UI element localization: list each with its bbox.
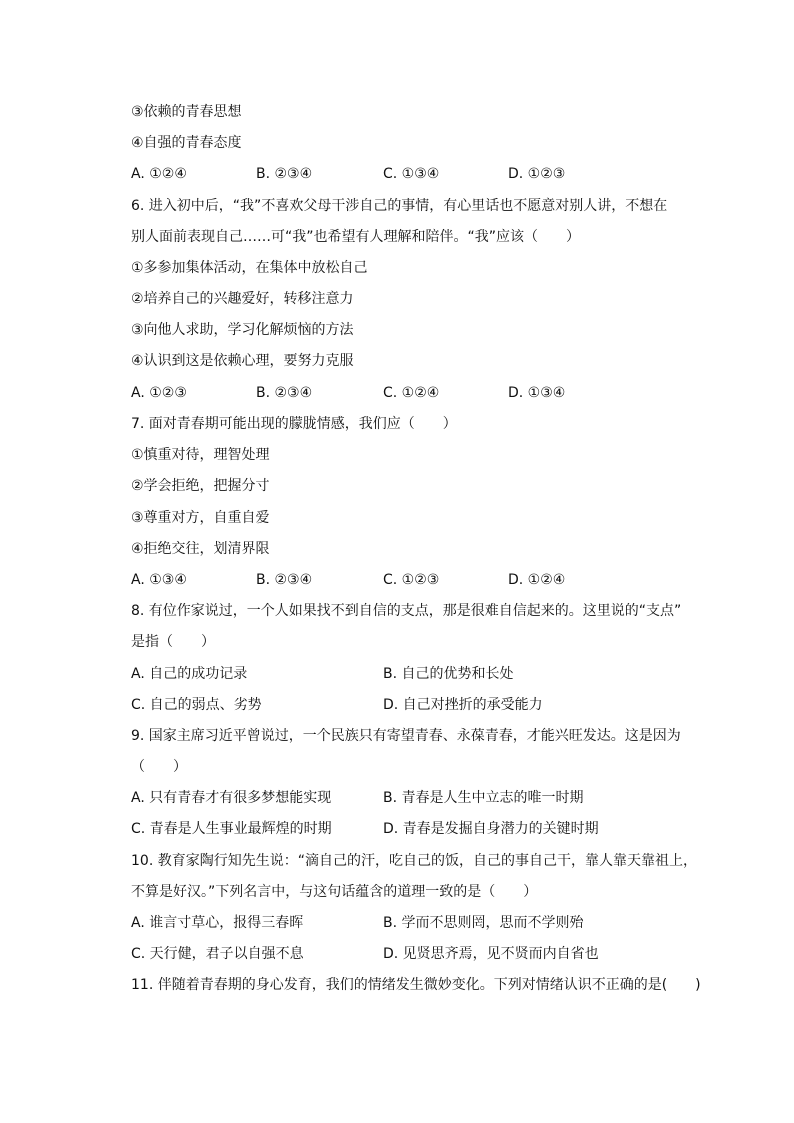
q7-option-d: D. ①②④ xyxy=(508,572,566,588)
q8-option-a: A. 自己的成功记录 xyxy=(131,666,248,682)
q6-item-2: ②培养自己的兴趣爱好，转移注意力 xyxy=(131,291,354,307)
q10-stem-line-2: 不算是好汉。”下列名言中，与这句话蕴含的道理一致的是（ ） xyxy=(131,884,538,900)
q8-stem-line-2: 是指（ ） xyxy=(131,634,215,650)
q11-stem-line-1: 11. 伴随着青春期的身心发育，我们的情绪发生微妙变化。下列对情绪认识不正确的是( ) xyxy=(131,977,701,993)
q6-item-3: ③向他人求助，学习化解烦恼的方法 xyxy=(131,322,354,338)
q5-option-c: C. ①③④ xyxy=(383,166,440,182)
q6-stem-line-2: 别人面前表现自己……可“我”也希望有人理解和陪伴。“我”应该（ ） xyxy=(131,229,581,245)
q9-stem-line-1: 9. 国家主席习近平曾说过，一个民族只有寄望青春、永葆青春，才能兴旺发达。这是因为 xyxy=(131,728,681,744)
q5-item-4: ④自强的青春态度 xyxy=(131,135,242,151)
q7-option-a: A. ①③④ xyxy=(131,572,187,588)
q9-option-c: C. 青春是人生事业最辉煌的时期 xyxy=(131,821,332,837)
q9-option-b: B. 青春是人生中立志的唯一时期 xyxy=(383,790,584,806)
q9-stem-line-2: （ ） xyxy=(131,759,187,775)
q8-option-d: D. 自己对挫折的承受能力 xyxy=(383,697,543,713)
q6-item-4: ④认识到这是依赖心理，要努力克服 xyxy=(131,353,354,369)
q6-option-b: B. ②③④ xyxy=(256,385,313,401)
q8-stem-line-1: 8. 有位作家说过，一个人如果找不到自信的支点，那是很难自信起来的。这里说的“支点” xyxy=(131,603,682,619)
q6-option-c: C. ①②④ xyxy=(383,385,440,401)
q7-item-3: ③尊重对方，自重自爱 xyxy=(131,510,270,526)
q5-option-b: B. ②③④ xyxy=(256,166,313,182)
q8-option-c: C. 自己的弱点、劣势 xyxy=(131,697,262,713)
q7-item-4: ④拒绝交往，划清界限 xyxy=(131,541,270,557)
q6-item-1: ①多参加集体活动，在集体中放松自己 xyxy=(131,260,368,276)
q6-stem-line-1: 6. 进入初中后，“我”不喜欢父母干涉自己的事情，有心里话也不愿意对别人讲，不想在 xyxy=(131,198,668,214)
q7-option-c: C. ①②③ xyxy=(383,572,440,588)
q10-option-b: B. 学而不思则罔，思而不学则殆 xyxy=(383,915,584,931)
q6-option-d: D. ①③④ xyxy=(508,385,566,401)
q5-option-a: A. ①②④ xyxy=(131,166,187,182)
q9-option-d: D. 青春是发掘自身潜力的关键时期 xyxy=(383,821,599,837)
q7-option-b: B. ②③④ xyxy=(256,572,313,588)
q7-item-2: ②学会拒绝，把握分寸 xyxy=(131,478,270,494)
q7-item-1: ①慎重对待，理智处理 xyxy=(131,447,270,463)
q10-option-d: D. 见贤思齐焉，见不贤而内自省也 xyxy=(383,946,599,962)
q6-option-a: A. ①②③ xyxy=(131,385,187,401)
q10-option-a: A. 谁言寸草心，报得三春晖 xyxy=(131,915,304,931)
q10-stem-line-1: 10. 教育家陶行知先生说：“滴自己的汗，吃自己的饭，自己的事自己干，靠人靠天靠祖上， xyxy=(131,853,697,869)
q9-option-a: A. 只有青春才有很多梦想能实现 xyxy=(131,790,332,806)
q5-option-d: D. ①②③ xyxy=(508,166,566,182)
q7-stem-line-1: 7. 面对青春期可能出现的朦胧情感，我们应（ ） xyxy=(131,416,457,432)
q8-option-b: B. 自己的优势和长处 xyxy=(383,666,514,682)
q10-option-c: C. 天行健，君子以自强不息 xyxy=(131,946,304,962)
q5-item-3: ③依赖的青春思想 xyxy=(131,104,242,120)
